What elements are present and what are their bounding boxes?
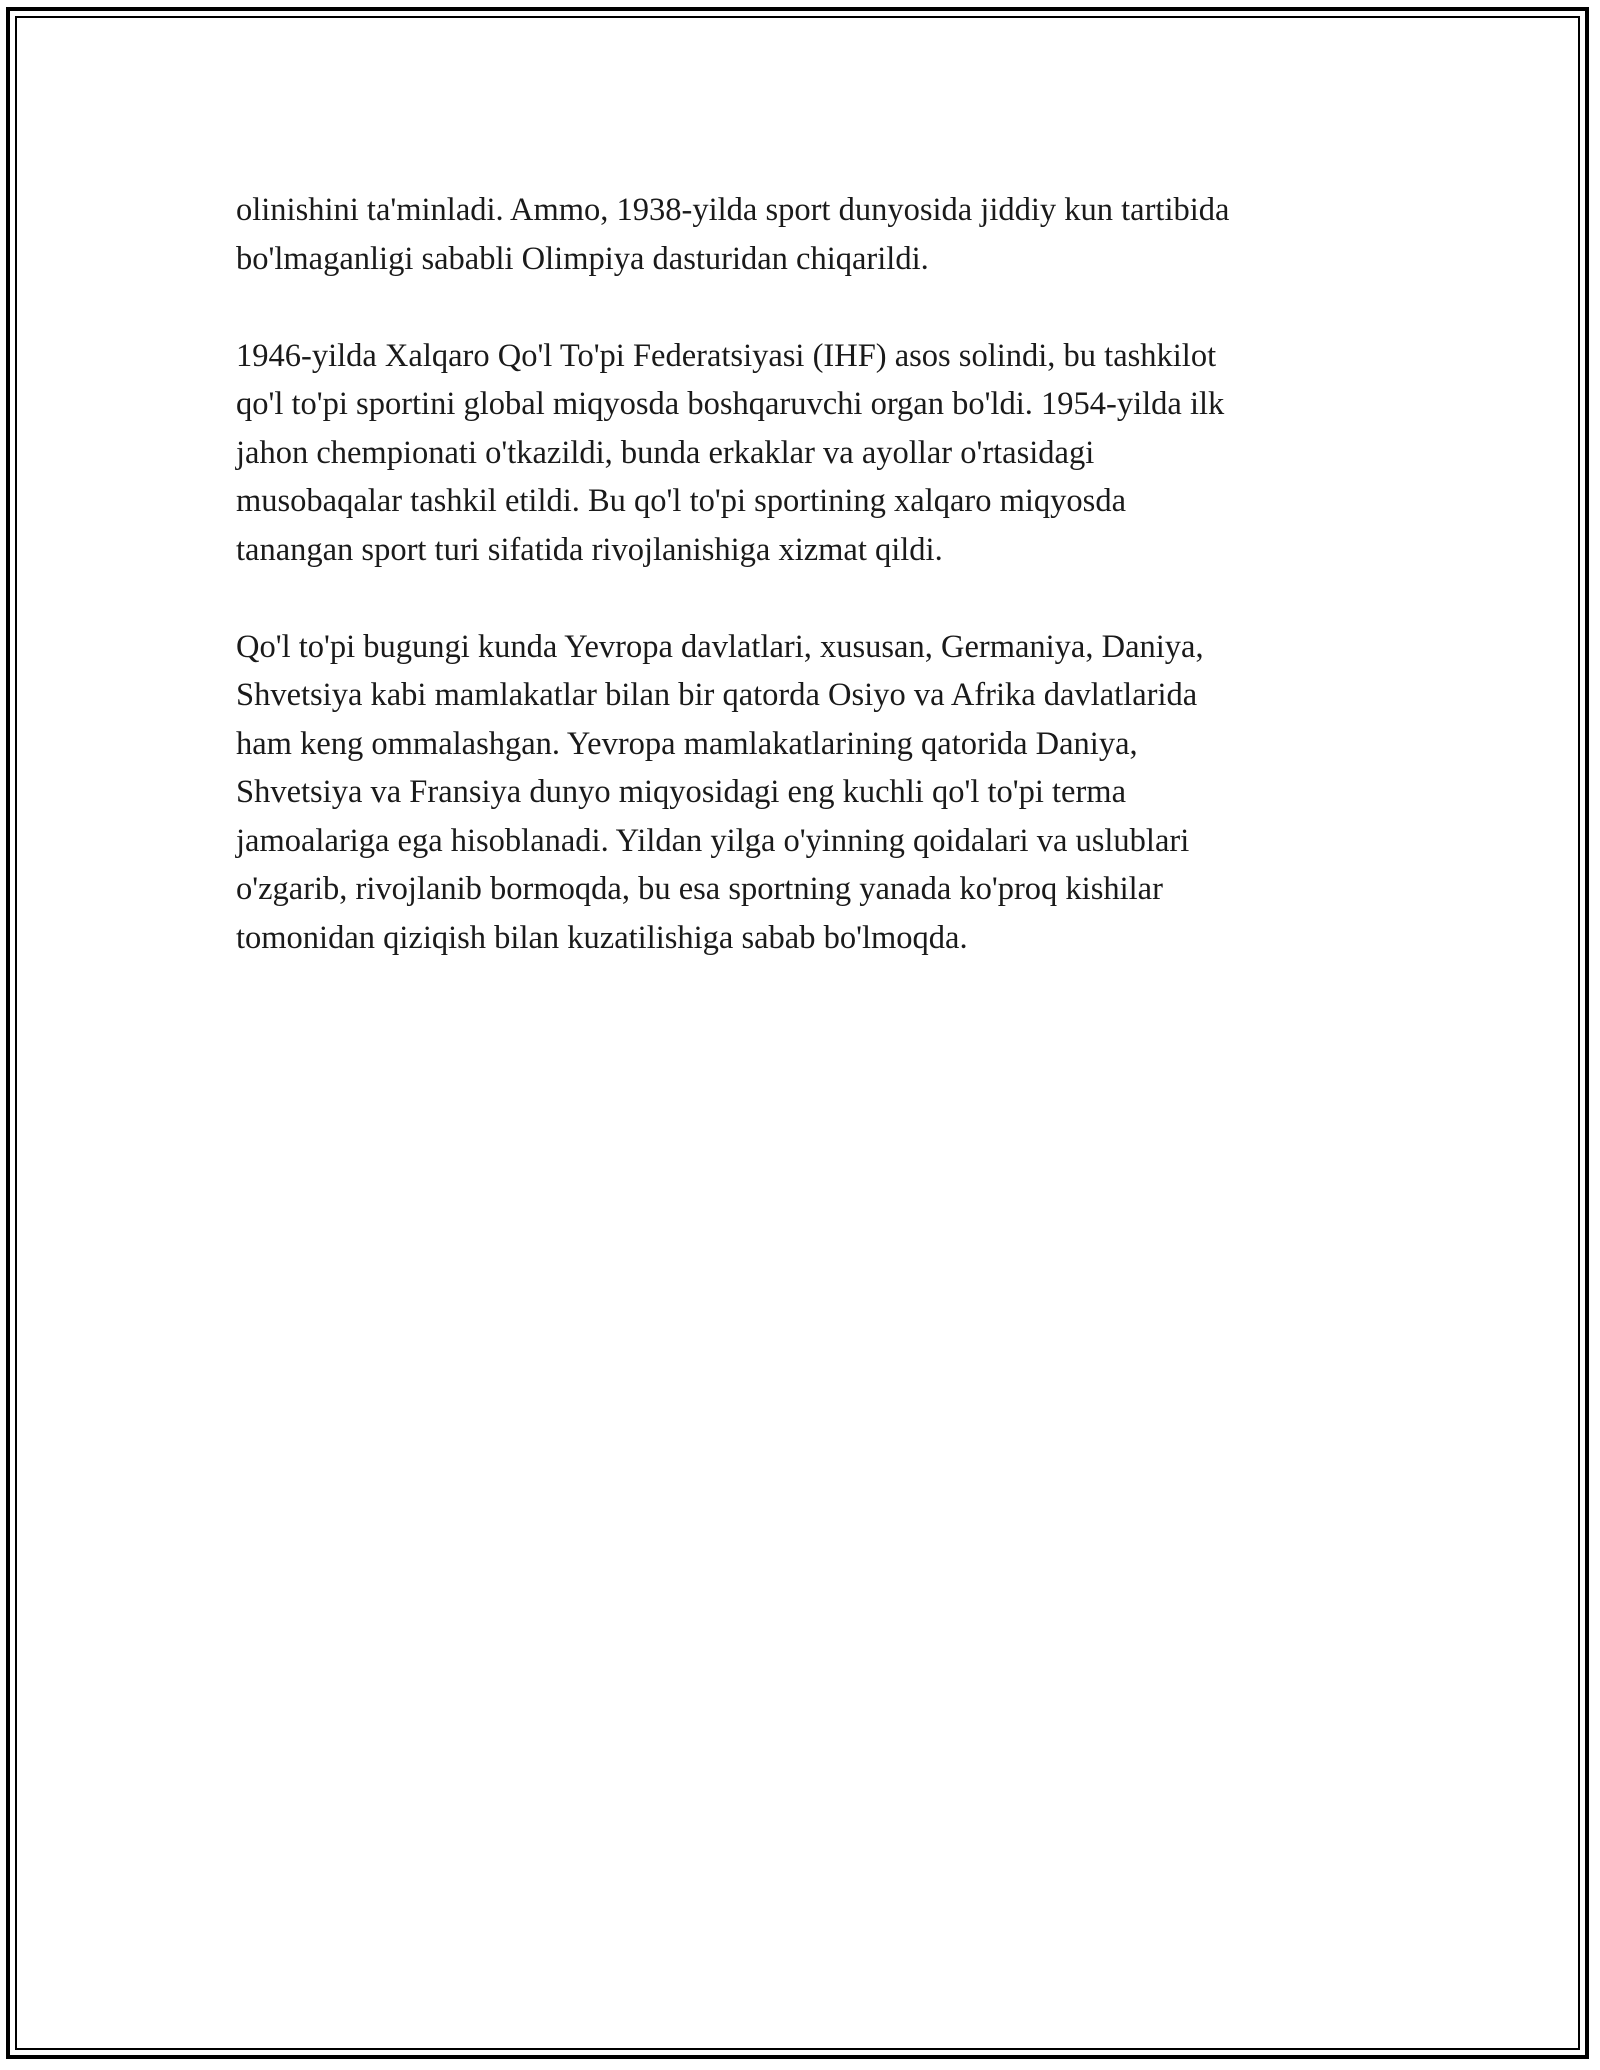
paragraph-line: 1946-yilda Xalqaro Qo'l To'pi Federatsiyasi (IHF) asos solindi, bu tashkilot [236,337,1217,374]
paragraph-line: qo'l to'pi sportini global miqyosda boshqaruvchi organ bo'ldi. 1954-yilda ilk [236,386,1225,422]
paragraph-line: musobaqalar tashkil etildi. Bu qo'l to'pi sportining xalqaro miqyosda [236,483,1127,519]
paragraph-line: tanangan sport turi sifatida rivojlanishiga xizmat qildi. [236,531,943,568]
paragraph-2 [236,332,1366,575]
document-body [236,186,1366,1011]
paragraph-line: Qo'l to'pi bugungi kunda Yevropa davlatlari, xususan, Germaniya, Daniya, [236,628,1204,665]
paragraph-line: jamoalariga ega hisoblanadi. Yildan yilga o'yinning qoidalari va uslublari [236,822,1190,859]
paragraph-line: olinishini ta'minladi. Ammo, 1938-yilda sport dunyosida jiddiy kun tartibida [236,192,1230,228]
paragraph-line: jahon chempionati o'tkazildi, bunda erkaklar va ayollar o'rtasidagi [236,434,1095,471]
paragraph-line: o'zgarib, rivojlanib bormoqda, bu esa sportning yanada ko'proq kishilar [236,871,1163,907]
paragraph-line: tomonidan qiziqish bilan kuzatilishiga sabab bo'lmoqda. [236,919,968,956]
paragraph-line: Shvetsiya kabi mamlakatlar bilan bir qatorda Osiyo va Afrika davlatlarida [236,677,1198,713]
paragraph-3 [236,623,1366,963]
paragraph-line: Shvetsiya va Fransiya dunyo miqyosidagi eng kuchli qo'l to'pi terma [236,774,1126,810]
paragraph-line: ham keng ommalashgan. Yevropa mamlakatlarining qatorida Daniya, [236,725,1138,762]
paragraph-line: bo'lmaganligi sababli Olimpiya dasturidan chiqarildi. [236,240,929,277]
paragraph-1 [236,186,1366,283]
